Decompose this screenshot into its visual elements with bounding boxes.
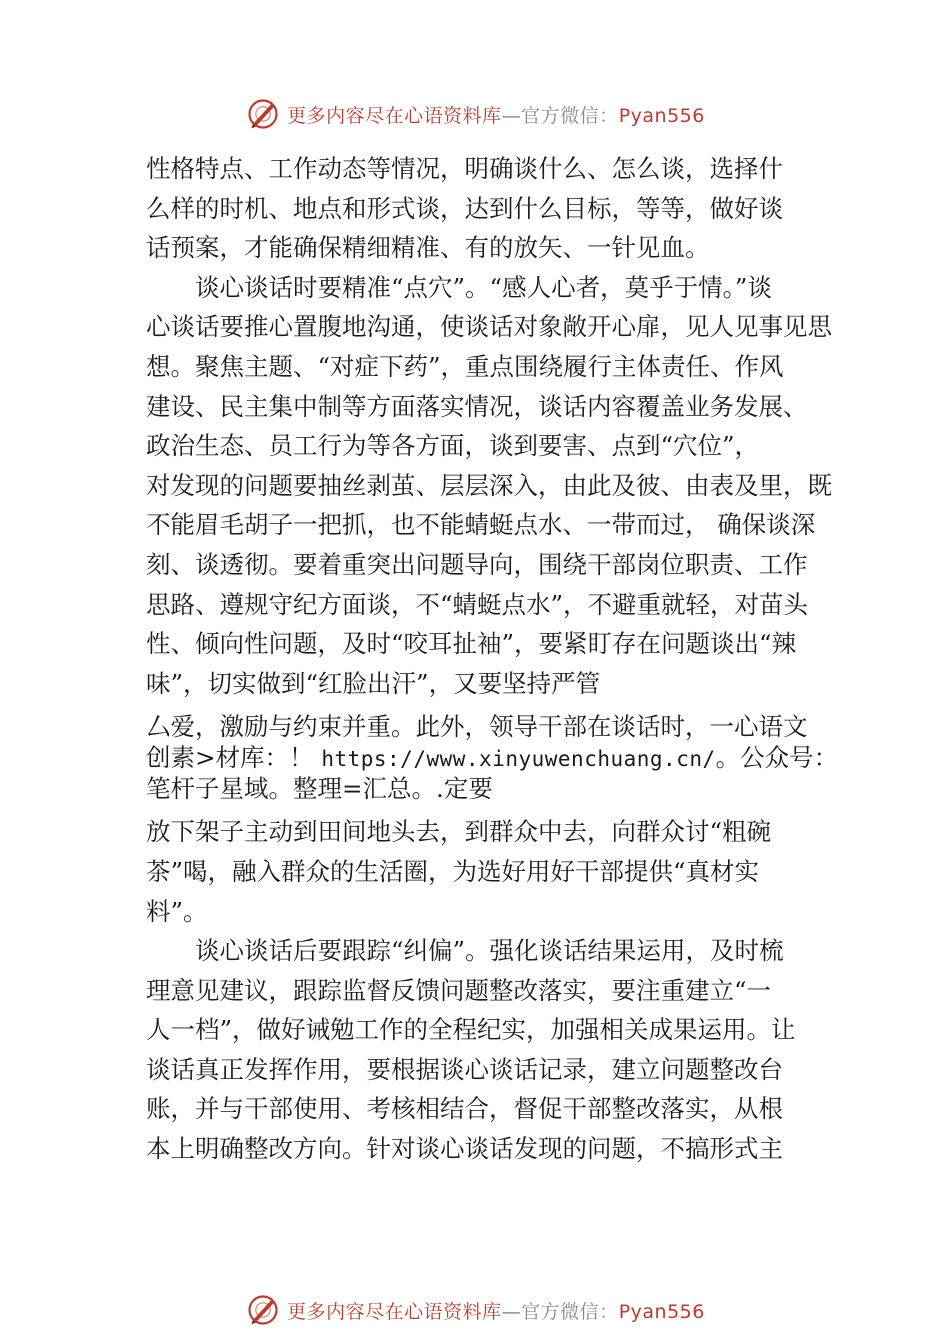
text-line: 么样的时机、地点和形式谈，达到什么目标，等等，做好谈 (146, 193, 783, 223)
text-line: 性格特点、工作动态等情况，明确谈什么、怎么谈，选择什 (146, 154, 783, 183)
banner-site-name: 更多内容尽在心语资料库 (287, 1300, 502, 1323)
watermark-url-prefix: 创素>材库：！ (146, 743, 314, 773)
footer-banner (0, 1288, 950, 1332)
banner-wechat-account: Pyan556 (618, 1300, 705, 1323)
text-line: 料”。 (146, 896, 208, 926)
text-line: 想。聚焦主题、“对症下药”，重点围绕履行主体责任、作风 (146, 351, 784, 381)
banner-wechat-label: 官方微信： (521, 104, 619, 127)
text-line: 本上明确整改方向。针对谈心谈话发现的问题，不搞形式主 (146, 1134, 783, 1164)
banner-dash: — (501, 104, 522, 127)
pen-circle-logo-icon (245, 1292, 281, 1328)
banner-site-name: 更多内容尽在心语资料库 (287, 104, 502, 127)
text-line: 谈话真正发挥作用，要根据谈心谈话记录，建立问题整改台 (146, 1054, 783, 1084)
watermark-text-block (146, 711, 839, 804)
text-line: 茶”喝，融入群众的生活圈，为选好用好干部提供“真材实 (146, 856, 760, 886)
text-line: 刻、谈透彻。要着重突出问题导向，围绕干部岗位职责、工作 (146, 549, 808, 579)
banner-text (287, 1297, 705, 1324)
document-body (146, 149, 839, 1169)
text-line: 性、倾向性问题，及时“咬耳扯袖”，要紧盯存在问题谈出“辣 (146, 629, 797, 659)
text-line: 对发现的问题要抽丝剥茧、层层深入，由此及彼、由表及里，既 (146, 470, 832, 500)
watermark-url: https://www.xinyuwenchuang.cn/ (321, 747, 716, 772)
banner-wechat-label: 官方微信： (521, 1300, 619, 1323)
text-line: 话预案，才能确保精细精准、有的放矢、一针见血。 (146, 233, 710, 263)
paragraph-start-line: 谈心谈话时要精准“点穴”。“感人心者，莫乎于情。”谈 (195, 272, 772, 302)
paragraph-start-line: 谈心谈话后要跟踪“纠偏”。强化谈话结果运用，及时梳 (195, 936, 784, 966)
watermark-line-url (146, 742, 839, 773)
watermark-line: ⼛爱，激励与约束并重。此外，领导干部在谈话时，一心语文 (146, 712, 808, 742)
text-line: 政治生态、员工行为等各方面，谈到要害、点到“穴位”， (146, 431, 760, 461)
text-line: 账，并与干部使用、考核相结合，督促干部整改落实，从根 (146, 1094, 783, 1124)
text-line: 理意见建议，跟踪监督反馈问题整改落实，要注重建立“一 (146, 975, 772, 1005)
pen-circle-logo-icon (245, 96, 281, 132)
banner-dash: — (501, 1300, 522, 1323)
watermark-line: 笔杆子星域。整理=汇总。.定要 (146, 774, 493, 804)
banner-text (287, 101, 705, 128)
text-line: 放下架子主动到田间地头去，到群众中去，向群众讨“粗碗 (146, 817, 772, 847)
text-line: 不能眉毛胡子一把抓，也不能蜻蜓点水、一带而过， 确保谈深 (146, 510, 816, 540)
text-line: 味”，切实做到“红脸出汗”，又要坚持严管 (146, 668, 601, 698)
header-banner (0, 92, 950, 136)
watermark-url-suffix: 。公众号： (715, 743, 839, 773)
text-line: 人一档”，做好诫勉工作的全程纪实，加强相关成果运用。让 (146, 1015, 796, 1045)
text-line: 心谈话要推心置腹地沟通，使谈话对象敞开心扉，见人见事见思 (146, 312, 832, 342)
banner-wechat-account: Pyan556 (618, 104, 705, 127)
text-line: 思路、遵规守纪方面谈，不“蜻蜓点水”，不避重就轻，对苗头 (146, 589, 809, 619)
text-line: 建设、民主集中制等方面落实情况，谈话内容覆盖业务发展、 (146, 391, 808, 421)
